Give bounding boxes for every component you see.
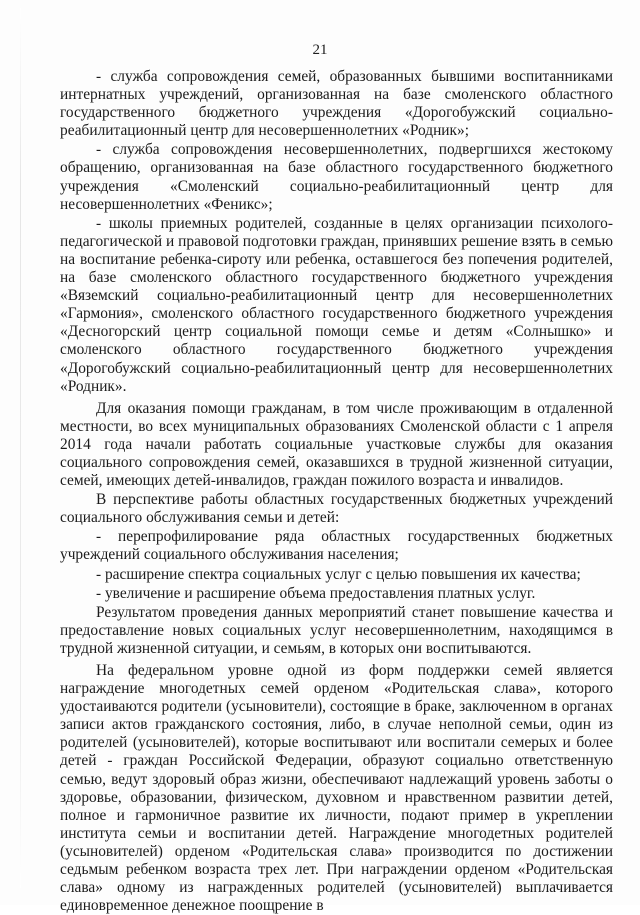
paragraph-perspective: В перспективе работы областных государственных бюджетных учреждений социального обслуживания семьи и детей: — [60, 491, 613, 527]
paragraph-order-parental-glory: На федеральном уровне одной из форм поддержки семей является награждение многодетных семей орденом «Родительская слава», которого удостаиваются родители (усыновители), состоящие в браке, заключенном в органах записи актов гражданского состояния, либо, в случае неполной семьи, один из родителей (усыновителей), которые воспитывают или воспитали семерых и более детей - граждан Российской Федерации, образуют социально ответственную семью, ведут здоровый образ жизни, обеспечивают надлежащий уровень заботы о здоровье, образовании, физическом, духовном и нравственном развитии детей, полное и гармоничное развитие их личности, подают пример в укреплении института семьи и воспитании детей. Награждение многодетных родителей (усыновителей) орденом «Родительская слава» производится по достижении седьмым ребенком возраста трех лет. При награждении орденом «Родительская слава» одному из награжденных родителей (усыновителей) выплачивается единовременное денежное поощрение в — [60, 662, 613, 915]
paragraph-support-service-graduates: - служба сопровождения семей, образованных бывшими воспитанниками интернатных учреждений, организованная на базе смоленского областного государственного бюджетного учреждения «Дорогобужский социально-реабилитационный центр для несовершеннолетних «Родник»; — [60, 68, 613, 140]
body-text — [60, 68, 613, 915]
paragraph-paid-services: - увеличение и расширение объема предоставления платных услуг. — [96, 584, 536, 602]
paragraph-foster-parent-schools: - школы приемных родителей, созданные в целях организации психолого-педагогической и правовой подготовки граждан, принявших решение взять в семью на воспитание ребенка-сироту или ребенка, оставшегося без попечения родителей, на базе смоленского областного государственного бюджетного учреждения «Вяземский социально-реабилитационный центр для несовершеннолетних «Гармония», смоленского областного государственного бюджетного учреждения «Десногорский центр социальной помощи семье и детям «Солнышко» и смоленского областного государственного бюджетного учреждения «Дорогобужский социально-реабилитационный центр для несовершеннолетних «Родник». — [60, 214, 613, 395]
page-number: 21 — [312, 42, 328, 58]
paragraph-expansion: - расширение спектра социальных услуг с целью повышения их качества; — [96, 565, 581, 583]
paragraph-result: Результатом проведения данных мероприятий станет повышение качества и предоставление новых социальных услуг несовершеннолетним, находящимся в трудной жизненной ситуации, и семьям, в которых они воспитываются. — [60, 603, 613, 657]
paragraph-support-service-abuse: - служба сопровождения несовершеннолетних, подвергшихся жестокому обращению, организованная на базе областного государственного бюджетного учреждения «Смоленский социально-реабилитационный центр для несовершеннолетних «Феникс»; — [60, 141, 613, 213]
paragraph-reprofiling: - перепрофилирование ряда областных государственных бюджетных учреждений социального обслуживания населения; — [60, 528, 613, 564]
paragraph-district-services: Для оказания помощи гражданам, в том числе проживающим в отдаленной местности, во всех муниципальных образованиях Смоленской области с 1 апреля 2014 года начали работать социальные участковые службы для оказания социального сопровождения семей, оказавшихся в трудной жизненной ситуации, семей, имеющих детей-инвалидов, граждан пожилого возраста и инвалидов. — [60, 399, 613, 490]
scan-edge-line — [20, 8, 21, 888]
